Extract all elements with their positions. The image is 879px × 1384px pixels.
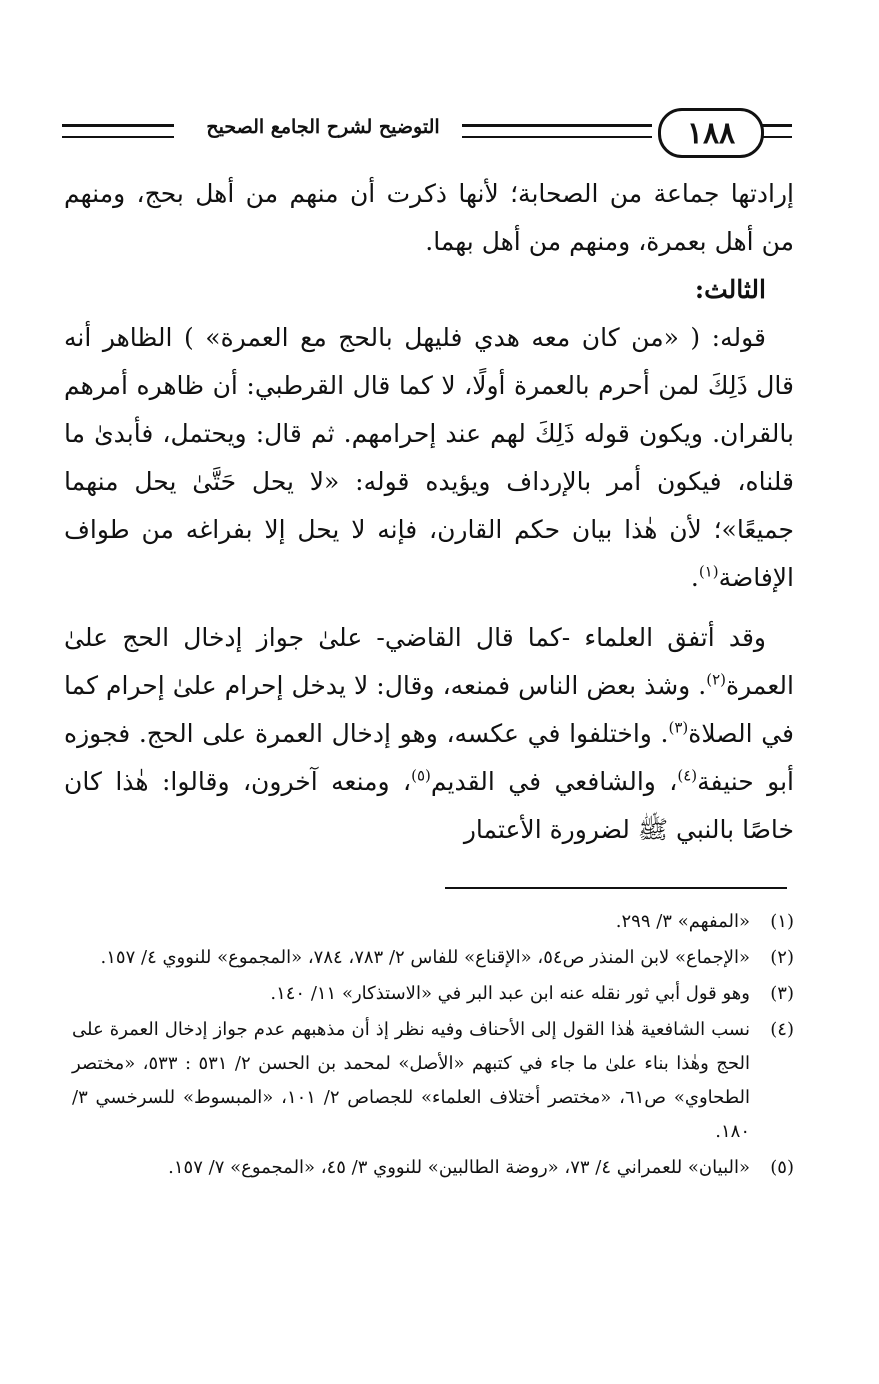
paragraph-3-part-c: . واختلفوا في عكسه، وهو إدخال العمرة على الحج. فجوزه أبو حنيفة xyxy=(64,719,795,796)
footnote-number: (٥) xyxy=(770,1157,794,1178)
footnote-3 xyxy=(72,977,794,1011)
section-heading: الثالث: xyxy=(694,275,766,304)
footnote-ref-4: (٤) xyxy=(677,766,698,785)
page-number: ١٨٨ xyxy=(658,108,764,158)
footnote-2 xyxy=(72,941,794,975)
paragraph-3 xyxy=(64,614,794,854)
paragraph-2-text: قوله: ( «من كان معه هدي فليهل بالحج مع العمرة» ) الظاهر أنه قال ذَلِكَ لمن أحرم بالعمرة أولًا، لا كما قال القرطبي: أن ظاهره أمرهم بالقران. ويكون قوله ذَلِكَ لهم عند إحرامهم. ثم قال: ويحتمل، فأبدىٰ ما قلناه، فيكون أمر بالإرداف ويؤيده قوله: «لا يحل حَتَّىٰ يحل منهما جميعًا»؛ لأن هٰذا بيان حكم القارن، فإنه لا يحل إلا بفراغه من طواف الإفاضة xyxy=(64,323,794,592)
footnote-text: وهو قول أبي ثور نقله عنه ابن عبد البر في «الاستذكار» ١١/ ١٤٠. xyxy=(270,983,750,1004)
footnote-4 xyxy=(72,1013,794,1149)
paragraph-3-part-a: وقد أتفق العلماء -كما قال القاضي- علىٰ جواز إدخال الحج علىٰ العمرة xyxy=(64,623,794,700)
footnote-number: (٢) xyxy=(770,947,794,968)
paragraph-3-part-e: ، ومنعه آخرون، وقالوا: هٰذا كان خاصًا بالنبي ﷺ لضرورة الأعتمار xyxy=(64,767,794,844)
footnote-ref-5: (٥) xyxy=(411,766,431,785)
footnote-ref-1: (١) xyxy=(698,562,719,581)
footnote-number: (٣) xyxy=(770,983,794,1004)
header-rule-middle xyxy=(462,124,652,138)
footnote-number: (١) xyxy=(770,911,794,932)
running-title: التوضيح لشرح الجامع الصحيح xyxy=(206,116,440,138)
footnote-text: «المفهم» ٣/ ٢٩٩. xyxy=(615,911,750,932)
paragraph-3-part-b: . وشذ بعض الناس فمنعه، وقال: لا يدخل إحرام علىٰ إحرام كما في الصلاة xyxy=(64,671,794,748)
footnote-ref-2: (٢) xyxy=(706,670,727,689)
footnotes xyxy=(72,905,794,1187)
footnote-number: (٤) xyxy=(770,1019,794,1040)
footnote-1 xyxy=(72,905,794,939)
footnote-text: نسب الشافعية هٰذا القول إلى الأحناف وفيه نظر إذ أن مذهبهم عدم جواز إدخال العمرة على الحج وهٰذا بناء علىٰ ما جاء في كتبهم «الأصل» لمحمد بن الحسن ٢/ ٥٣١ : ٥٣٣، «مختصر الطحاوي» ص٦١، «مختصر أختلاف العلماء» للجصاص ٢/ ١٠١، «المبسوط» للسرخسي ٣/ ١٨٠. xyxy=(72,1019,750,1142)
paragraph-3-part-d: ، والشافعي في القديم xyxy=(430,767,678,796)
page-header xyxy=(62,100,792,160)
footnote-ref-3: (٣) xyxy=(668,718,689,737)
header-rule-left xyxy=(62,124,174,138)
footnote-text: «الإجماع» لابن المنذر ص٥٤، «الإقناع» للفاس ٢/ ٧٨٣، ٧٨٤، «المجموع» للنووي ٤/ ١٥٧. xyxy=(100,947,750,968)
paragraph-2-end: . xyxy=(690,563,699,592)
footnote-5 xyxy=(72,1151,794,1185)
main-text xyxy=(64,170,794,854)
paragraph-2 xyxy=(64,314,794,602)
footnote-text: «البيان» للعمراني ٤/ ٧٣، «روضة الطالبين» للنووي ٣/ ٤٥، «المجموع» ٧/ ١٥٧. xyxy=(168,1157,750,1178)
footnote-separator xyxy=(445,887,787,889)
paragraph-1: إرادتها جماعة من الصحابة؛ لأنها ذكرت أن منهم من أهل بحج، ومنهم من أهل بعمرة، ومنهم من أهل بهما. xyxy=(64,179,794,256)
